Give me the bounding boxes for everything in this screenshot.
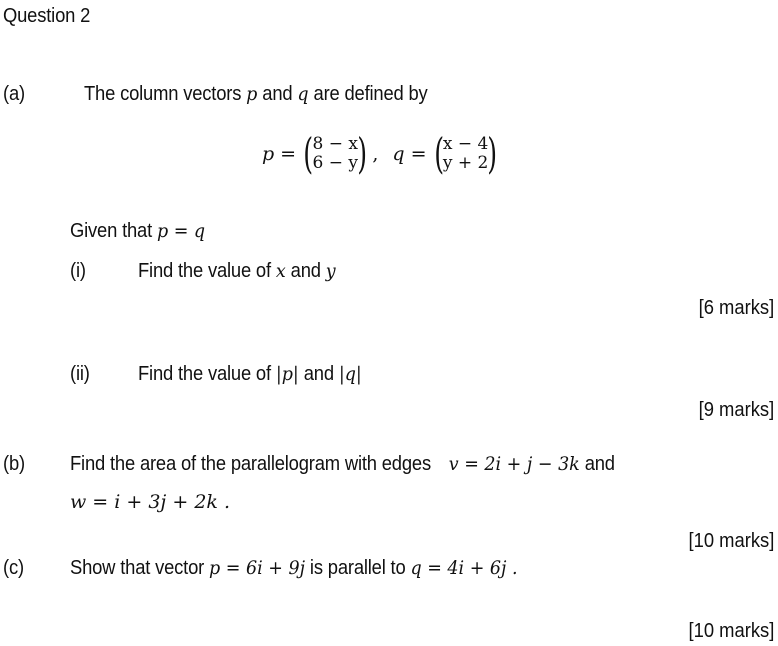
abs-q: |q|: [338, 363, 362, 385]
subpart-ii-find: Find the value of: [138, 363, 271, 385]
p-symbol: p: [246, 83, 258, 105]
given-line: [70, 219, 205, 243]
marks-c: [10 marks]: [688, 620, 774, 642]
part-b-line1: [70, 452, 615, 476]
part-a-defined: are defined by: [313, 83, 428, 105]
w-equation: w = i + 3j + 2k .: [70, 491, 230, 513]
subpart-i-label: (i): [70, 260, 86, 282]
vector-p-top: 8 − x: [312, 134, 358, 154]
vector-p-name: p: [262, 143, 275, 165]
subpart-ii-label: (ii): [70, 363, 90, 385]
given-text: Given that: [70, 220, 153, 242]
part-c-text2: is parallel to: [309, 557, 406, 579]
question-heading: Question 2: [3, 5, 91, 27]
vector-p-bottom: 6 − y: [312, 153, 358, 173]
p-equation: p = 6i + 9j: [209, 557, 306, 579]
equals-sign: =: [280, 143, 297, 165]
subpart-ii-and: and: [303, 363, 334, 385]
vector-definitions: [262, 129, 501, 178]
subpart-ii-text: [138, 362, 362, 386]
subpart-i-and: and: [290, 260, 321, 282]
left-paren: (: [433, 129, 444, 178]
vector-q-top: x − 4: [442, 134, 489, 154]
marks-ii: [9 marks]: [698, 399, 774, 421]
part-b-label: (b): [3, 453, 25, 475]
part-a-and: and: [262, 83, 293, 105]
given-equation: p = q: [156, 220, 206, 242]
marks-b: [10 marks]: [688, 530, 774, 552]
right-paren: ): [357, 129, 368, 178]
part-a-intro: [84, 82, 428, 106]
v-equation: v = 2i + j − 3k: [448, 453, 580, 475]
y-symbol: y: [325, 260, 336, 282]
marks-i: [6 marks]: [698, 297, 774, 319]
part-c-text1: Show that vector: [70, 557, 205, 579]
q-equation: q = 4i + 6j .: [410, 557, 518, 579]
equals-sign: =: [410, 143, 427, 165]
part-a-label: (a): [3, 83, 25, 105]
vector-q-name: q: [392, 143, 405, 165]
comma: ,: [372, 143, 379, 165]
vector-q-column: [443, 135, 488, 173]
vector-q-bottom: y + 2: [442, 153, 489, 173]
abs-p: |p|: [275, 363, 299, 385]
part-b-and: and: [584, 453, 615, 475]
part-c-label: (c): [3, 557, 24, 579]
vector-p-column: [312, 135, 357, 173]
x-symbol: x: [275, 260, 286, 282]
q-symbol: q: [297, 83, 309, 105]
part-c-line: [70, 556, 518, 580]
part-a-intro-text: The column vectors: [84, 83, 242, 105]
left-paren: (: [303, 129, 314, 178]
part-b-text: Find the area of the parallelogram with edges: [70, 453, 431, 475]
subpart-i-find: Find the value of: [138, 260, 271, 282]
subpart-i-text: [138, 259, 336, 283]
right-paren: ): [487, 129, 498, 178]
